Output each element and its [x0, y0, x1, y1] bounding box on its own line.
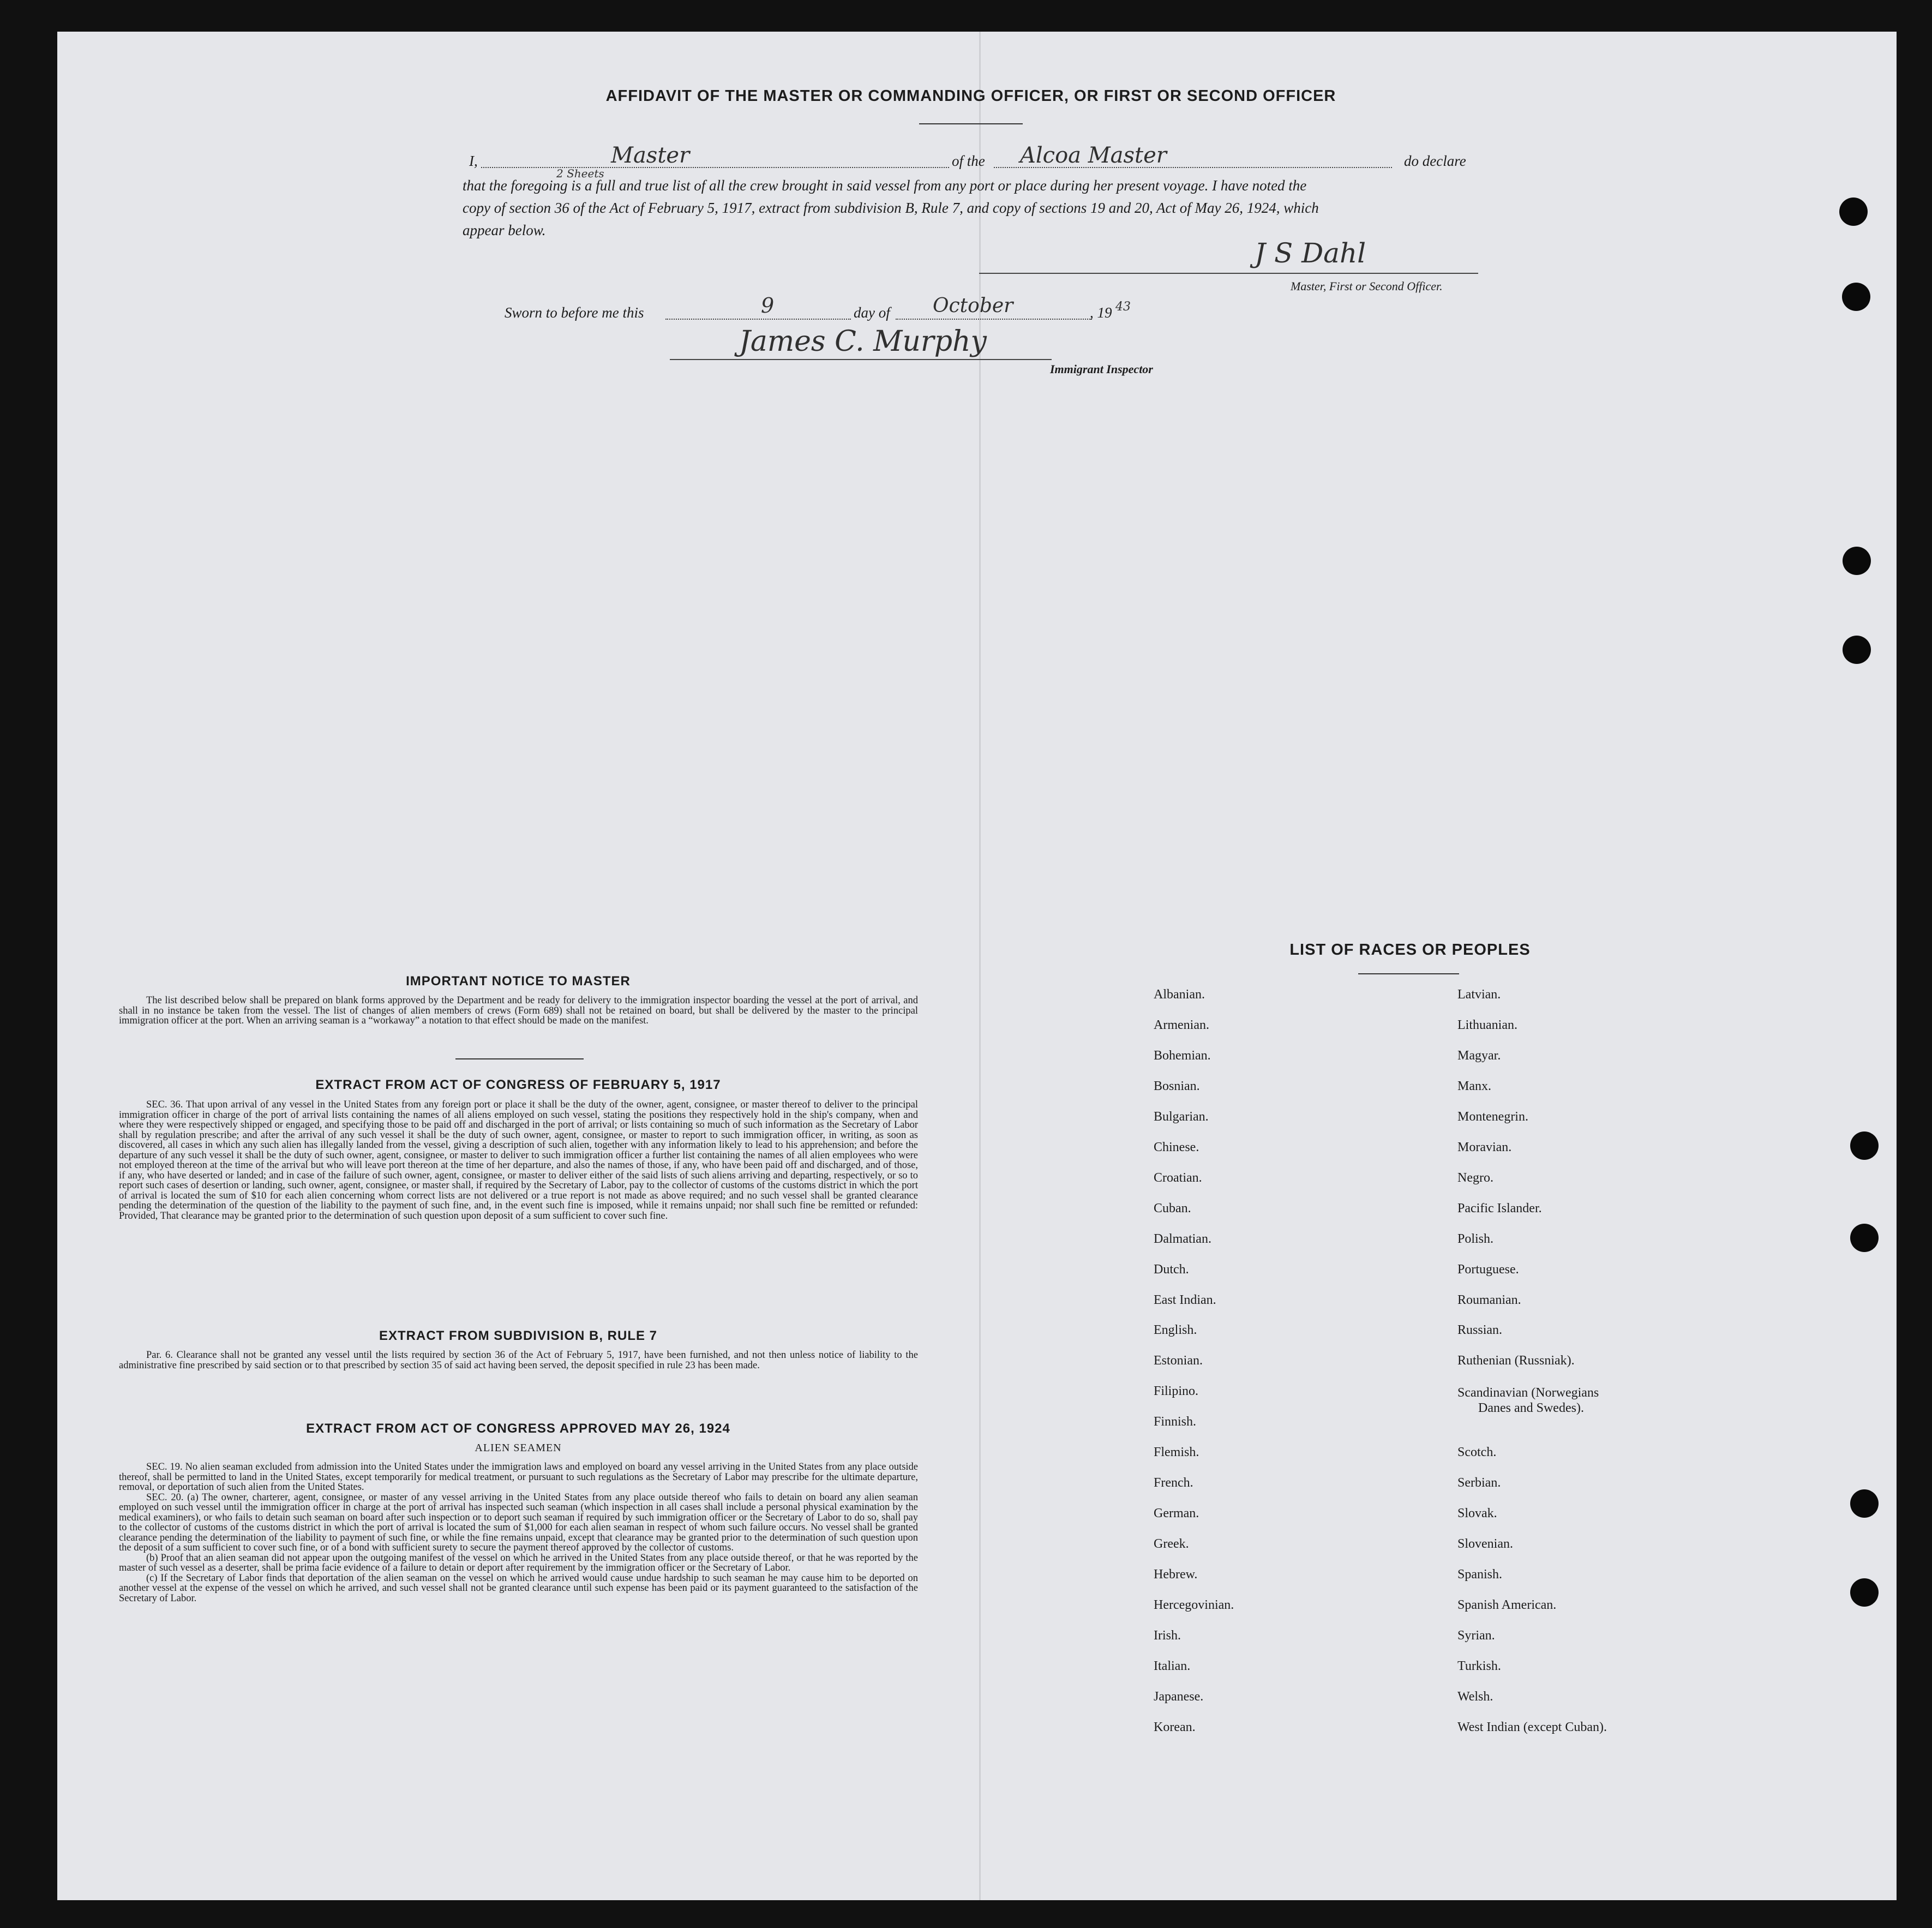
race-item: Slovenian. [1457, 1537, 1513, 1551]
race-item: Serbian. [1457, 1476, 1501, 1490]
race-item: Slovak. [1457, 1506, 1497, 1520]
punch-hole [1850, 1131, 1879, 1160]
master-signature-line [979, 273, 1478, 274]
affidavit-line-4: appear below. [463, 222, 546, 238]
punch-hole [1850, 1224, 1879, 1252]
race-item: Hercegovinian. [1154, 1598, 1234, 1612]
sec-20b-paragraph: (b) Proof that an alien seaman did not appear upon the outgoing manifest of the vessel on which he arrived in the United States from any place outside thereof, or that he was reported by the master of such vessel as a deserter, shall be prima facie evidence of a failure to detain or deport after requirement by the immigration officer or the Secretary of Labor. [119, 1552, 918, 1573]
notice-title: IMPORTANT NOTICE TO MASTER [406, 974, 631, 989]
race-item: Croatian. [1154, 1171, 1202, 1185]
race-item: Portuguese. [1457, 1262, 1519, 1277]
section-rule [455, 1058, 584, 1059]
race-item: Magyar. [1457, 1049, 1501, 1063]
race-item: Roumanian. [1457, 1293, 1521, 1307]
sec-20c-paragraph: (c) If the Secretary of Labor finds that deportation of the alien seaman on the vessel on which he arrived would cause undue hardship to such seaman he may cause him to be deported on another vessel at the expense of the vessel on which he arrived, and such vessel shall not be granted clearance until such expense has been paid or its payment guaranteed to the satisfaction of the Secretary of Labor. [119, 1572, 918, 1604]
race-item: Chinese. [1154, 1140, 1199, 1154]
punch-hole [1843, 547, 1871, 575]
sec-19-paragraph: SEC. 19. No alien seaman excluded from admission into the United States under the immigration laws and employed on board any vessel arriving in the United States from any place outside thereof, shall be permitted to land in the United States, except temporarily for medical treatment, or pursuant to such regulations as the Secretary of Labor may prescribe for the ultimate departure, removal, or deportation of such alien from the United States. [119, 1462, 918, 1493]
race-item: Bulgarian. [1154, 1110, 1209, 1124]
vessel-handwriting: Alcoa Master [1020, 143, 1167, 168]
punch-hole [1850, 1578, 1879, 1607]
rule-7-text: Par. 6. Clearance shall not be granted any vessel until the lists required by section 36 of the Act of February 5, 1917, have been furnished, and not then unless notice of liability to the administrative fine prescribed by said section or to that prescribed by section 35 of said act having been served, the deposit specified in rule 23 has been made. [119, 1350, 918, 1371]
race-item: Russian. [1457, 1323, 1503, 1337]
i-label: I, [469, 153, 478, 169]
race-item: Spanish. [1457, 1567, 1503, 1582]
race-item: Spanish American. [1457, 1598, 1557, 1612]
day-of-label: day of [854, 304, 890, 321]
inspector-signature-line [670, 359, 1052, 360]
race-item: Scandinavian (Norwegians [1457, 1386, 1599, 1400]
do-declare-label: do declare [1404, 153, 1466, 169]
rule-7-title: EXTRACT FROM SUBDIVISION B, RULE 7 [379, 1328, 658, 1343]
race-item: Estonian. [1154, 1354, 1203, 1368]
races-title: LIST OF RACES OR PEOPLES [1289, 941, 1531, 959]
race-item: West Indian (except Cuban). [1457, 1720, 1607, 1734]
punch-hole [1842, 283, 1870, 311]
race-item: Dutch. [1154, 1262, 1189, 1277]
sworn-label: Sworn to before me this [505, 304, 644, 321]
race-item: Greek. [1154, 1537, 1189, 1551]
race-item: Irish. [1154, 1628, 1181, 1643]
master-caption: Master, First or Second Officer. [1291, 279, 1443, 293]
race-item: Bohemian. [1154, 1049, 1211, 1063]
race-item: Scotch. [1457, 1445, 1497, 1459]
race-item: Korean. [1154, 1720, 1196, 1734]
race-item: Filipino. [1154, 1384, 1199, 1398]
race-item: Lithuanian. [1457, 1018, 1517, 1032]
race-item: Pacific Islander. [1457, 1201, 1542, 1216]
race-item: Dalmatian. [1154, 1232, 1211, 1246]
race-item: Finnish. [1154, 1415, 1197, 1429]
race-item: Syrian. [1457, 1628, 1495, 1643]
month-handwriting: October [933, 295, 1013, 317]
race-item: Polish. [1457, 1232, 1494, 1246]
race-item: English. [1154, 1323, 1197, 1337]
race-item: Hebrew. [1154, 1567, 1198, 1582]
day-handwriting: 9 [761, 294, 775, 318]
extract-1924-subtitle: ALIEN SEAMEN [475, 1442, 562, 1454]
inspector-signature: James C. Murphy [739, 325, 987, 358]
race-item: Ruthenian (Russniak). [1457, 1354, 1575, 1368]
day-line [665, 319, 851, 320]
year-handwriting: 43 [1115, 300, 1131, 314]
sec-20a-paragraph: SEC. 20. (a) The owner, charterer, agent, consignee, or master of any vessel arriving in the United States from any place outside thereof who fails to detain on board any alien seaman employed on such vessel until the immigration officer in charge at the port of arrival has inspected such seaman (which inspection in all cases shall include a personal physical examination by the medical examiners), or who fails to detain such seaman on board after such inspection or to deport such seaman if required by such immigration officer or the Secretary of Labor to do so, shall pay to the collector of customs of the customs district in which the port of arrival is located the sum of $1,000 for each alien seaman in respect of whom such failure occurs. No vessel shall be granted clearance pending the determination of the liability to payment of such fine, or while the fine remains unpaid, except that clearance may be granted prior to the determination of such question upon the deposit of a sum sufficient to cover such fine, or of a bond with sufficient surety to secure the payment thereof approved by the collector of customs. [119, 1492, 918, 1553]
title-rule [919, 123, 1023, 124]
punch-hole [1843, 636, 1871, 664]
extract-1917-text: SEC. 36. That upon arrival of any vessel in the United States from any foreign port or place it shall be the duty of the owner, agent, consignee, or master thereof to deliver to the principal immigration officer in charge of the port of arrival lists containing the names of all aliens employed on such vessel, stating the positions they respectively hold in the ship's company, when and where they were respectively shipped or engaged, and specifying those to be paid off and discharged in the port of arrival; or lists containing so much of such information as the Secretary of Labor shall by regulation prescribe; and after the arrival of any such vessel it shall be the duty of such owner, agent, consignee, or master to report to such immigration officer, in writing, as soon as discovered, all cases in which any such alien has illegally landed from the vessel, giving a description of such alien, together with any information likely to lead to his apprehension; and before the departure of any such vessel it shall be the duty of such owner, agent, consignee, or master to deliver to such immigration officer a further list containing the names of all alien employees who were not employed thereon at the time of the arrival but who will leave port thereon at the time of her departure, and also the names of those, if any, who have been paid off and discharged, and of those, if any, who have deserted or landed; and in case of the failure of such owner, agent, consignee, or master to deliver either of the said lists of such aliens arriving and departing, respectively, or so to report such cases of desertion or landing, such owner, agent, consignee, or master shall, if required by the Secretary of Labor, pay to the collector of customs of the customs district in which the port of arrival is located the sum of $10 for each alien concerning whom correct lists are not delivered or a true report is not made as above required; and no such vessel shall be granted clearance pending the determination of the question of the liability to the payment of such fine, and, in the event such fine is imposed, while it remains unpaid; nor shall such fine be remitted or refunded: Provided, That clearance may be granted prior to the determination of such question upon deposit of a sum sufficient to cover such fine. [119, 1099, 918, 1222]
races-title-rule [1358, 973, 1459, 974]
punch-hole [1850, 1489, 1879, 1518]
race-item: Italian. [1154, 1659, 1191, 1673]
race-item: Albanian. [1154, 987, 1205, 1002]
extract-1924-text [119, 1462, 918, 1603]
race-item: East Indian. [1154, 1293, 1216, 1307]
year-prefix: , 19 [1090, 304, 1112, 321]
extract-1917-title: EXTRACT FROM ACT OF CONGRESS OF FEBRUARY 5, 1917 [315, 1077, 721, 1092]
race-item: Armenian. [1154, 1018, 1209, 1032]
race-item: Bosnian. [1154, 1079, 1200, 1093]
race-item: Negro. [1457, 1171, 1493, 1185]
race-item: Cuban. [1154, 1201, 1191, 1216]
race-item: German. [1154, 1506, 1199, 1520]
punch-hole [1839, 197, 1868, 226]
master-signature: J S Dahl [1255, 237, 1366, 269]
inspector-caption: Immigrant Inspector [1050, 362, 1153, 376]
rank-handwriting: Master [611, 143, 690, 168]
race-item: Flemish. [1154, 1445, 1199, 1459]
race-item: Danes and Swedes). [1478, 1401, 1584, 1415]
rank-line [481, 167, 949, 168]
race-item: Turkish. [1457, 1659, 1501, 1673]
sheets-handwriting: 2 Sheets [556, 167, 604, 180]
race-item: Japanese. [1154, 1690, 1204, 1704]
affidavit-title: AFFIDAVIT OF THE MASTER OR COMMANDING OFFICER, OR FIRST OR SECOND OFFICER [605, 87, 1336, 105]
race-item: Welsh. [1457, 1690, 1493, 1704]
extract-1924-title: EXTRACT FROM ACT OF CONGRESS APPROVED MAY 26, 1924 [306, 1421, 730, 1436]
affidavit-line-3: copy of section 36 of the Act of February 5, 1917, extract from subdivision B, Rule 7, and copy of sections 19 and 20, Act of May 26, 1924, which [463, 200, 1319, 216]
race-item: French. [1154, 1476, 1193, 1490]
race-item: Manx. [1457, 1079, 1491, 1093]
affidavit-line-2: that the foregoing is a full and true list of all the crew brought in said vessel from any port or place during her present voyage. I have noted the [463, 177, 1307, 194]
race-item: Latvian. [1457, 987, 1501, 1002]
race-item: Montenegrin. [1457, 1110, 1528, 1124]
month-line [896, 319, 1092, 320]
of-the-label: of the [952, 153, 985, 169]
race-item: Moravian. [1457, 1140, 1512, 1154]
notice-text: The list described below shall be prepared on blank forms approved by the Department and be ready for delivery to the immigration inspector boarding the vessel at the port of arrival, and shall in no instance be taken from the vessel. The list of changes of alien members of crews (Form 689) shall not be retained on board, but shall be delivered by the master to the principal immigration officer at the port. When an arriving seaman is a “workaway” a notation to that effect should be made on the manifest. [119, 995, 918, 1026]
